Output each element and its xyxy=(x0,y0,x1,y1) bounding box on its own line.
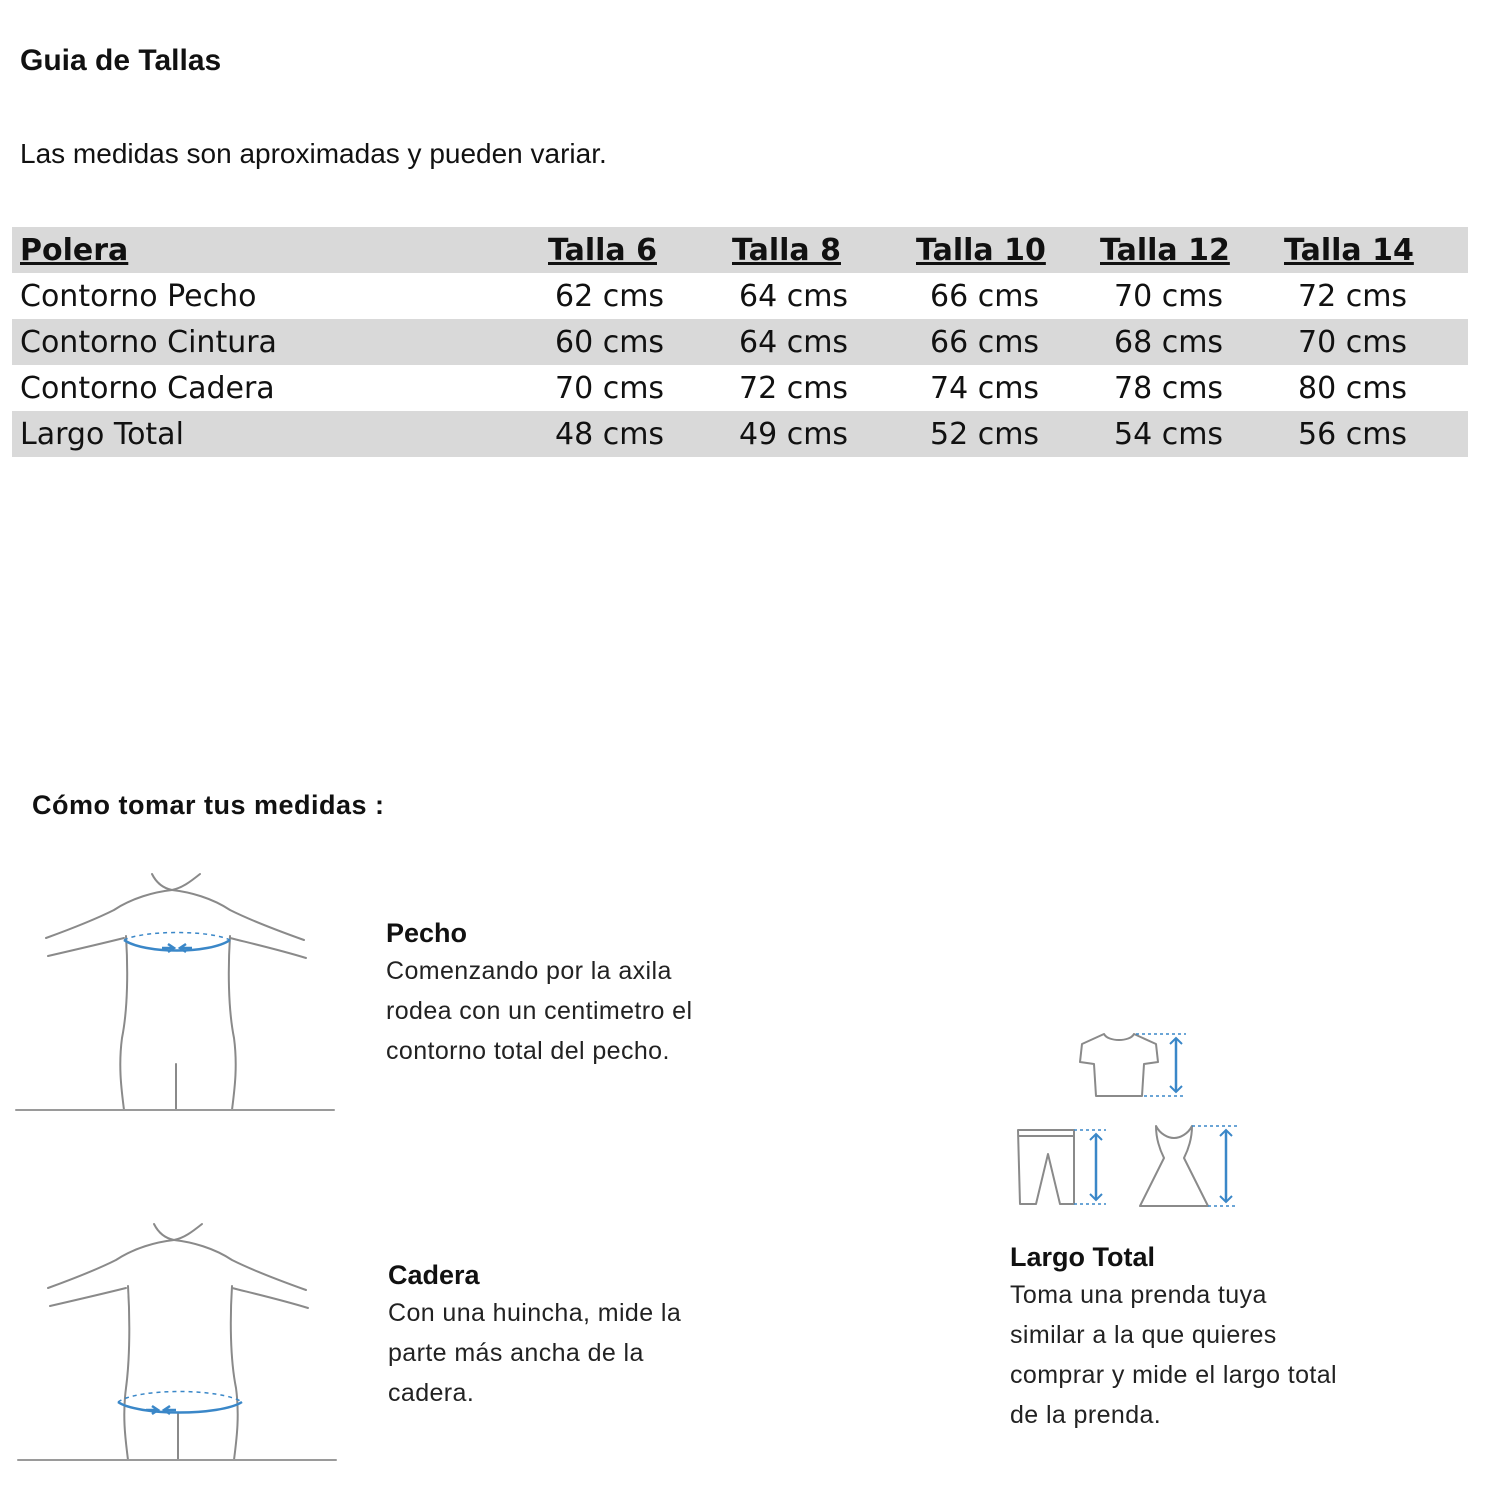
column-header-size: Talla 12 xyxy=(1100,232,1230,268)
length-text-line: Toma una prenda tuya xyxy=(1010,1281,1267,1309)
row-label: Largo Total xyxy=(20,416,184,452)
table-cell: 56 cms xyxy=(1298,416,1408,452)
row-label: Contorno Pecho xyxy=(20,278,257,314)
hip-tape-measure xyxy=(118,1392,242,1415)
length-text-line: de la prenda. xyxy=(1010,1401,1162,1429)
hip-text-line: cadera. xyxy=(388,1379,475,1407)
hip-instructions xyxy=(388,1260,808,1413)
column-header-garment: Polera xyxy=(20,232,129,268)
length-instructions xyxy=(1010,1242,1450,1435)
hip-title: Cadera xyxy=(388,1260,480,1290)
pants-length-icon xyxy=(1012,1124,1112,1210)
table-cell: 72 cms xyxy=(739,370,849,406)
table-cell: 78 cms xyxy=(1114,370,1224,406)
page-title: Guia de Tallas xyxy=(20,44,222,77)
table-cell: 66 cms xyxy=(930,278,1040,314)
chest-measure-illustration xyxy=(14,868,344,1118)
table-cell: 70 cms xyxy=(555,370,665,406)
column-header-size: Talla 10 xyxy=(916,232,1046,268)
page-subtitle: Las medidas son aproximadas y pueden variar. xyxy=(20,138,607,169)
table-cell: 70 cms xyxy=(1114,278,1224,314)
table-row xyxy=(12,319,1468,365)
hip-text-line: parte más ancha de la xyxy=(388,1339,644,1367)
column-header-size: Talla 6 xyxy=(548,232,657,268)
table-cell: 49 cms xyxy=(739,416,849,452)
column-header-size: Talla 8 xyxy=(732,232,841,268)
tshirt-length-icon xyxy=(1074,1028,1194,1104)
table-cell: 64 cms xyxy=(739,278,849,314)
chest-title: Pecho xyxy=(386,918,468,948)
table-row xyxy=(12,273,1468,319)
chest-text-line: contorno total del pecho. xyxy=(386,1037,670,1065)
table-cell: 64 cms xyxy=(739,324,849,360)
chest-tape-measure xyxy=(124,933,230,953)
table-row xyxy=(12,365,1468,411)
table-row xyxy=(12,411,1468,457)
table-header-row xyxy=(12,227,1468,273)
table-cell: 70 cms xyxy=(1298,324,1408,360)
row-label: Contorno Cadera xyxy=(20,370,275,406)
table-cell: 60 cms xyxy=(555,324,665,360)
chest-instructions xyxy=(386,918,806,1071)
hip-measure-illustration xyxy=(14,1218,344,1468)
table-cell: 68 cms xyxy=(1114,324,1224,360)
dress-length-icon xyxy=(1134,1120,1244,1212)
column-header-size: Talla 14 xyxy=(1284,232,1414,268)
size-table xyxy=(12,227,1468,457)
table-cell: 54 cms xyxy=(1114,416,1224,452)
table-cell: 62 cms xyxy=(555,278,665,314)
table-cell: 66 cms xyxy=(930,324,1040,360)
hip-text-line: Con una huincha, mide la xyxy=(388,1299,682,1327)
chest-text-line: rodea con un centimetro el xyxy=(386,997,693,1025)
table-cell: 80 cms xyxy=(1298,370,1408,406)
table-cell: 52 cms xyxy=(930,416,1040,452)
how-to-measure-title: Cómo tomar tus medidas : xyxy=(32,790,385,820)
table-cell: 74 cms xyxy=(930,370,1040,406)
length-text-line: similar a la que quieres xyxy=(1010,1321,1277,1349)
row-label: Contorno Cintura xyxy=(20,324,277,360)
table-cell: 48 cms xyxy=(555,416,665,452)
length-text-line: comprar y mide el largo total xyxy=(1010,1361,1338,1389)
table-cell: 72 cms xyxy=(1298,278,1408,314)
chest-text-line: Comenzando por la axila xyxy=(386,957,672,985)
length-title: Largo Total xyxy=(1010,1242,1155,1272)
